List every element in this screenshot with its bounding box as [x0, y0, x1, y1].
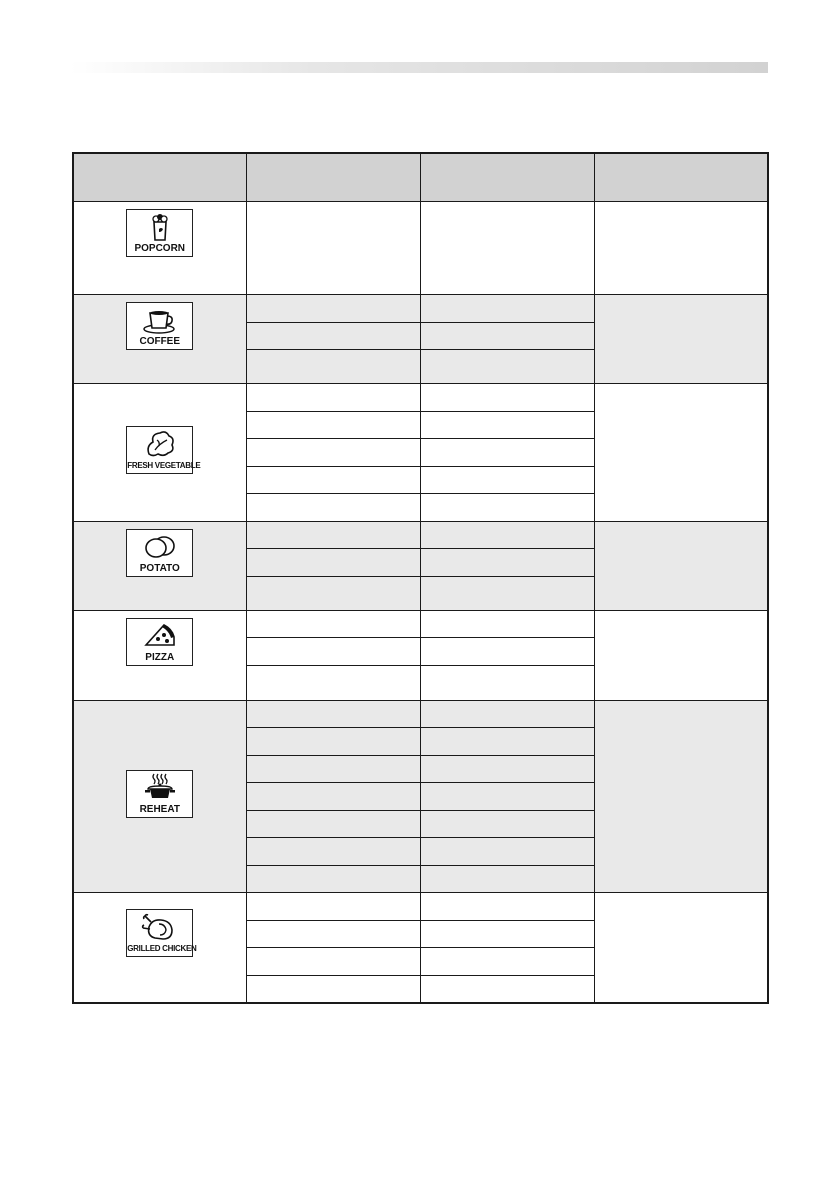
header-cell-1: [73, 153, 246, 202]
menu-icon-cell: [73, 202, 246, 295]
table-cell: [420, 610, 594, 638]
table-cell: [420, 322, 594, 350]
fresh-vegetable-label: FRESH VEGETABLE: [127, 460, 201, 470]
reheat-label: REHEAT: [139, 803, 180, 815]
table-row-coffee: [73, 295, 768, 323]
auto-menu-table: [72, 152, 769, 1004]
table-cell: [420, 975, 594, 1003]
table-cell: [420, 384, 594, 412]
menu-icon-cell: [73, 295, 246, 384]
table-cell: [246, 665, 420, 700]
table-cell: [246, 700, 420, 728]
table-cell: [420, 700, 594, 728]
table-cell: [246, 494, 420, 522]
table-cell: [246, 202, 420, 295]
table-cell: [246, 384, 420, 412]
grilled-chicken-button: [126, 909, 197, 957]
table-cell: [420, 466, 594, 494]
table-cell: [246, 466, 420, 494]
table-cell: [420, 350, 594, 384]
table-cell: [246, 728, 420, 756]
reheat-icon: [142, 772, 178, 802]
table-cell: [420, 295, 594, 323]
table-cell: [246, 411, 420, 439]
table-cell: [246, 783, 420, 811]
table-cell: [420, 948, 594, 976]
pizza-icon: [142, 621, 178, 649]
table-cell: [420, 838, 594, 866]
table-row-popcorn: [73, 202, 768, 295]
table-cell: [246, 975, 420, 1003]
table-cell: [246, 576, 420, 610]
pizza-label: PIZZA: [145, 651, 175, 663]
header-cell-2: [246, 153, 420, 202]
table-cell: [420, 810, 594, 838]
table-cell: [246, 838, 420, 866]
table-cell: [246, 439, 420, 467]
fresh-vegetable-icon: [143, 428, 177, 458]
table-cell: [246, 865, 420, 893]
coffee-label: COFFEE: [139, 336, 181, 347]
menu-icon-cell: [73, 610, 246, 700]
grilled-chicken-label: GRILLED CHICKEN: [127, 944, 197, 953]
table-cell: [420, 549, 594, 577]
table-cell: [594, 893, 768, 1004]
table-row-reheat: [73, 700, 768, 728]
menu-icon-cell: [73, 700, 246, 893]
popcorn-icon: [145, 212, 175, 242]
table-cell: [420, 755, 594, 783]
table-cell: [420, 920, 594, 948]
menu-icon-cell: [73, 893, 246, 1004]
table-cell: [246, 810, 420, 838]
table-cell: [594, 384, 768, 522]
header-cell-4: [594, 153, 768, 202]
menu-icon-cell: [73, 384, 246, 522]
potato-button: [126, 529, 193, 577]
table-cell: [594, 610, 768, 700]
table-cell: [594, 700, 768, 893]
table-row-fresh-vegetable: [73, 384, 768, 412]
table-cell: [246, 350, 420, 384]
menu-icon-cell: [73, 521, 246, 610]
reheat-button: [126, 770, 193, 818]
table-cell: [594, 295, 768, 384]
potato-label: POTATO: [139, 562, 180, 574]
potato-icon: [143, 532, 177, 560]
coffee-button: [126, 302, 193, 350]
table-cell: [594, 202, 768, 295]
table-cell: [246, 638, 420, 666]
table-row-potato: [73, 521, 768, 549]
table-row-grilled-chicken: [73, 893, 768, 921]
table-cell: [246, 610, 420, 638]
table-cell: [420, 728, 594, 756]
table-cell: [420, 439, 594, 467]
fresh-vegetable-button: [126, 426, 201, 474]
table-cell: [420, 494, 594, 522]
table-cell: [246, 322, 420, 350]
table-cell: [420, 665, 594, 700]
pizza-button: [126, 618, 193, 666]
table-cell: [420, 638, 594, 666]
table-cell: [246, 521, 420, 549]
table-header-row: [73, 153, 768, 202]
popcorn-label: POPCORN: [134, 243, 186, 254]
table-cell: [246, 948, 420, 976]
table-cell: [420, 521, 594, 549]
table-cell: [246, 893, 420, 921]
table-cell: [246, 755, 420, 783]
table-cell: [420, 202, 594, 295]
table-cell: [246, 295, 420, 323]
table-cell: [594, 521, 768, 610]
header-cell-3: [420, 153, 594, 202]
header-gradient-bar: [70, 62, 768, 73]
coffee-icon: [140, 305, 180, 335]
popcorn-button: [126, 209, 193, 257]
table-cell: [420, 783, 594, 811]
table-cell: [246, 549, 420, 577]
grilled-chicken-icon: [141, 912, 179, 942]
table-cell: [420, 576, 594, 610]
table-cell: [420, 893, 594, 921]
table-cell: [420, 865, 594, 893]
table-cell: [246, 920, 420, 948]
table-row-pizza: [73, 610, 768, 638]
table-cell: [420, 411, 594, 439]
